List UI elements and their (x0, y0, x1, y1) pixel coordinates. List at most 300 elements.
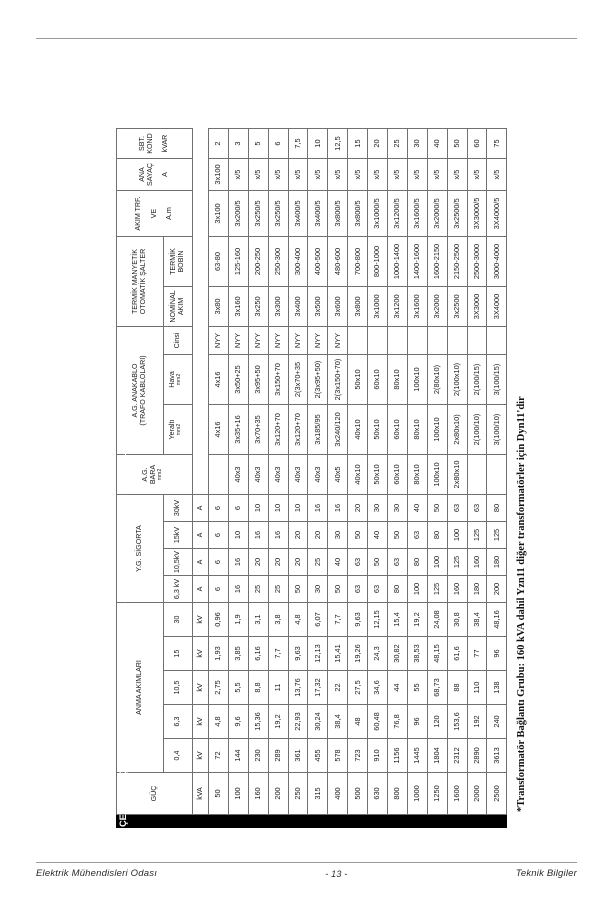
cell-anma-3: 15,41 (328, 637, 348, 671)
cell-sbt-kond: 15 (348, 129, 368, 159)
cell-akim-trf: 3X4000/5 (487, 191, 507, 237)
table-row (209, 129, 229, 815)
cell-anma-1: 240 (487, 705, 507, 739)
table-row (467, 129, 487, 815)
cell-anma-2: 88 (447, 671, 467, 705)
cell-yg-3: 16 (308, 495, 328, 522)
cell-akim-trf: 3x250/5 (248, 191, 268, 237)
cell-kablo-hava: 2(100/15) (467, 355, 487, 405)
cell-anma-4: 48,16 (487, 603, 507, 637)
cell-yg-3: 80 (487, 495, 507, 522)
unit-anma-3: kV (193, 637, 209, 671)
cell-salter-termik: 250-300 (268, 237, 288, 287)
cell-ana-sayac: x/5 (407, 159, 427, 191)
cell-kablo-cinsi (368, 327, 388, 355)
cell-kablo-cinsi: NYY (209, 327, 229, 355)
cell-kablo-hava: 3x50+25 (228, 355, 248, 405)
cell-salter-nominal: 3x1600 (407, 287, 427, 327)
cell-anma-3: 9,63 (288, 637, 308, 671)
cell-kablo-yeralti: 3x185/95 (308, 405, 328, 455)
cell-anma-1: 38,4 (328, 705, 348, 739)
table-note: *Transformatör Bağlantı Grubu: 160 kVA dahil Yzn11 diğer transformatörler için Dyn11'dir (516, 396, 527, 812)
cell-anma-0: 144 (228, 739, 248, 773)
unit-anma-0: kV (193, 739, 209, 773)
cell-yg-2: 16 (268, 522, 288, 549)
cell-anma-4: 38,4 (467, 603, 487, 637)
cell-kablo-cinsi: NYY (328, 327, 348, 355)
cell-kablo-yeralti: 3x35+16 (228, 405, 248, 455)
cell-anma-0: 1156 (388, 739, 408, 773)
cell-anma-1: 15,36 (248, 705, 268, 739)
cell-kablo-cinsi: NYY (268, 327, 288, 355)
cell-ana-sayac: 3x100 (209, 159, 229, 191)
cell-yg-3: 20 (348, 495, 368, 522)
cell-yg-0: 16 (228, 576, 248, 603)
unit-yg-1: A (193, 549, 209, 576)
page-footer (36, 868, 577, 879)
cell-yg-1: 6 (209, 549, 229, 576)
cell-anma-1: 120 (427, 705, 447, 739)
cell-kablo-hava: 2(3x150+70) (328, 355, 348, 405)
cell-guc: 1600 (447, 773, 467, 815)
table-header (117, 129, 209, 815)
cell-kablo-hava: 3x150+70 (268, 355, 288, 405)
table-row (308, 129, 328, 815)
cell-kablo-hava: 60x10 (368, 355, 388, 405)
cell-yg-1: 80 (407, 549, 427, 576)
cell-sbt-kond: 25 (388, 129, 408, 159)
cell-kablo-cinsi (348, 327, 368, 355)
cell-kablo-yeralti: 80x10 (407, 405, 427, 455)
cell-anma-1: 30,24 (308, 705, 328, 739)
cell-yg-0: 25 (268, 576, 288, 603)
subheader-yg-0: 6,3 kV (164, 576, 193, 603)
table-row (368, 129, 388, 815)
cell-anma-0: 72 (209, 739, 229, 773)
cell-akim-trf: 3X3000/5 (467, 191, 487, 237)
cell-kablo-cinsi (447, 327, 467, 355)
subheader-anma-4: 30 (164, 603, 193, 637)
cell-anma-4: 7,7 (328, 603, 348, 637)
cell-sbt-kond: 30 (407, 129, 427, 159)
cell-anma-2: 22 (328, 671, 348, 705)
subheader-anma-3: 15 (164, 637, 193, 671)
cell-yg-0: 100 (407, 576, 427, 603)
cell-salter-nominal: 3x800 (348, 287, 368, 327)
footer-page-number: - 13 - (325, 868, 348, 879)
unit-sbt (193, 129, 209, 159)
cell-anma-4: 0,96 (209, 603, 229, 637)
cell-yg-0: 63 (348, 576, 368, 603)
cell-sbt-kond: 2 (209, 129, 229, 159)
cell-akim-trf: 3x1000/5 (368, 191, 388, 237)
cell-anma-3: 3,85 (228, 637, 248, 671)
unit-kablo-cinsi (193, 327, 209, 355)
cell-anma-0: 1804 (427, 739, 447, 773)
cell-yg-0: 125 (427, 576, 447, 603)
cell-anma-2: 11 (268, 671, 288, 705)
cell-salter-termik: 2150-2500 (447, 237, 467, 287)
cell-anma-4: 15,4 (388, 603, 408, 637)
cell-yg-3: 63 (467, 495, 487, 522)
cell-yg-3: 6 (228, 495, 248, 522)
cell-kablo-cinsi: NYY (288, 327, 308, 355)
cell-kablo-cinsi: NYY (248, 327, 268, 355)
cell-anma-3: 77 (467, 637, 487, 671)
cell-salter-nominal: 3X3000 (467, 287, 487, 327)
cell-yg-0: 63 (368, 576, 388, 603)
cell-guc: 630 (368, 773, 388, 815)
cell-anma-3: 12,13 (308, 637, 328, 671)
cell-yg-1: 20 (248, 549, 268, 576)
cell-yg-0: 160 (447, 576, 467, 603)
cell-yg-2: 125 (467, 522, 487, 549)
cell-akim-trf: 3x2000/5 (427, 191, 447, 237)
cell-ag-bara: 2x80x10 (447, 455, 467, 495)
cell-guc: 250 (288, 773, 308, 815)
cell-akim-trf: 3x250/5 (268, 191, 288, 237)
cell-kablo-yeralti: 60x10 (388, 405, 408, 455)
cell-akim-trf: 3x400/5 (288, 191, 308, 237)
table-row (328, 129, 348, 815)
cell-ana-sayac: x/5 (447, 159, 467, 191)
cell-yg-0: 30 (308, 576, 328, 603)
cell-salter-termik: 2500-3000 (467, 237, 487, 287)
page-footer-rule (36, 862, 577, 863)
cell-anma-0: 1445 (407, 739, 427, 773)
cell-anma-1: 60,48 (368, 705, 388, 739)
cell-yg-1: 125 (447, 549, 467, 576)
cell-kablo-cinsi (388, 327, 408, 355)
cell-kablo-yeralti: 3x120+70 (288, 405, 308, 455)
cell-anma-1: 9,6 (228, 705, 248, 739)
unit-anma-4: kV (193, 603, 209, 637)
cell-anma-1: 19,2 (268, 705, 288, 739)
cell-ana-sayac: x/5 (268, 159, 288, 191)
cell-ana-sayac: x/5 (487, 159, 507, 191)
characteristics-table (116, 128, 507, 815)
cell-salter-nominal: 3x300 (268, 287, 288, 327)
cell-yg-1: 100 (427, 549, 447, 576)
cell-akim-trf: 3x1200/5 (388, 191, 408, 237)
cell-yg-1: 20 (288, 549, 308, 576)
cell-yg-1: 63 (388, 549, 408, 576)
unit-yg-3: A (193, 495, 209, 522)
cell-salter-nominal: 3x1000 (368, 287, 388, 327)
cell-guc: 50 (209, 773, 229, 815)
cell-guc: 1000 (407, 773, 427, 815)
header-ag-bara: A.G. BARA $^{mm2}$ (117, 455, 193, 495)
cell-anma-4: 6,07 (308, 603, 328, 637)
cell-salter-termik: 3000-4000 (487, 237, 507, 287)
cell-sbt-kond: 75 (487, 129, 507, 159)
footer-section: Teknik Bilgiler (515, 868, 577, 879)
cell-kablo-cinsi (407, 327, 427, 355)
cell-guc: 315 (308, 773, 328, 815)
cell-anma-1: 48 (348, 705, 368, 739)
table-body (209, 129, 507, 815)
cell-salter-termik: 1600-2150 (427, 237, 447, 287)
cell-sbt-kond: 5 (248, 129, 268, 159)
cell-sbt-kond: 12,5 (328, 129, 348, 159)
cell-kablo-hava: 3x95+50 (248, 355, 268, 405)
unit-akim-trf (193, 191, 209, 237)
cell-anma-2: 27,5 (348, 671, 368, 705)
cell-anma-3: 19,26 (348, 637, 368, 671)
cell-guc: 100 (228, 773, 248, 815)
cell-anma-3: 30,82 (388, 637, 408, 671)
subheader-anma-1: 6,3 (164, 705, 193, 739)
cell-salter-termik: 1400-1600 (407, 237, 427, 287)
cell-salter-nominal: 3x80 (209, 287, 229, 327)
unit-guc: kVA (193, 773, 209, 815)
cell-salter-termik: 800-1000 (368, 237, 388, 287)
cell-anma-0: 3613 (487, 739, 507, 773)
unit-kablo-yeralti (193, 405, 209, 455)
cell-sbt-kond: 7,5 (288, 129, 308, 159)
unit-ana-sayac (193, 159, 209, 191)
cell-yg-2: 125 (487, 522, 507, 549)
cell-yg-2: 6 (209, 522, 229, 549)
table-row (268, 129, 288, 815)
cell-yg-3: 10 (248, 495, 268, 522)
cell-anma-3: 48,15 (427, 637, 447, 671)
cell-yg-1: 20 (268, 549, 288, 576)
cell-kablo-yeralti: 50x10 (368, 405, 388, 455)
cell-yg-3: 6 (209, 495, 229, 522)
header-guc: GÜÇ (117, 773, 193, 815)
cell-sbt-kond: 3 (228, 129, 248, 159)
subheader-salter-termik: TERMİK BOBİN (164, 237, 193, 287)
cell-yg-1: 16 (228, 549, 248, 576)
cell-ag-bara: 40x5 (328, 455, 348, 495)
cell-anma-0: 361 (288, 739, 308, 773)
cell-salter-termik: 200-250 (248, 237, 268, 287)
header-ag-anakablo: A.G. ANAKABLO (TRAFO KABLOLARI) (117, 327, 164, 455)
cell-sbt-kond: 40 (427, 129, 447, 159)
cell-anma-0: 455 (308, 739, 328, 773)
cell-anma-2: 44 (388, 671, 408, 705)
cell-yg-2: 100 (447, 522, 467, 549)
cell-ag-bara: 40x3 (308, 455, 328, 495)
cell-kablo-hava: 80x10 (388, 355, 408, 405)
cell-anma-1: 96 (407, 705, 427, 739)
cell-anma-2: 68,73 (427, 671, 447, 705)
cell-anma-4: 9,63 (348, 603, 368, 637)
cell-anma-1: 192 (467, 705, 487, 739)
subheader-yg-1: 10,5kV (164, 549, 193, 576)
cell-salter-termik: 400-500 (308, 237, 328, 287)
cell-yg-3: 10 (268, 495, 288, 522)
cell-yg-0: 50 (328, 576, 348, 603)
cell-ana-sayac: x/5 (348, 159, 368, 191)
table-row (248, 129, 268, 815)
footer-organization: Elektrik Mühendisleri Odası (36, 868, 158, 879)
cell-ana-sayac: x/5 (288, 159, 308, 191)
cell-yg-1: 160 (467, 549, 487, 576)
unit-ag-bara (193, 455, 209, 495)
table-row (407, 129, 427, 815)
cell-kablo-cinsi: NYY (308, 327, 328, 355)
cell-anma-4: 12,15 (368, 603, 388, 637)
table-row (388, 129, 408, 815)
cell-kablo-hava: 3(100/15) (487, 355, 507, 405)
cell-akim-trf: 3x100 (209, 191, 229, 237)
cell-kablo-hava: 2(80x10) (427, 355, 447, 405)
cell-anma-2: 34,6 (368, 671, 388, 705)
cell-salter-termik: 480-600 (328, 237, 348, 287)
cell-kablo-yeralti: 2(100/10) (467, 405, 487, 455)
header-yg-sigorta: Y.G. SİGORTA (117, 495, 164, 603)
cell-yg-3: 63 (447, 495, 467, 522)
cell-akim-trf: 3x1600/5 (407, 191, 427, 237)
cell-salter-termik: 63-80 (209, 237, 229, 287)
unit-anma-1: kV (193, 705, 209, 739)
subheader-anma-2: 10,5 (164, 671, 193, 705)
cell-anma-4: 3,8 (268, 603, 288, 637)
cell-ana-sayac: x/5 (388, 159, 408, 191)
cell-yg-2: 30 (328, 522, 348, 549)
cell-yg-3: 10 (288, 495, 308, 522)
cell-kablo-yeralti: 3(100/10) (487, 405, 507, 455)
cell-yg-3: 30 (388, 495, 408, 522)
cell-ana-sayac: x/5 (368, 159, 388, 191)
cell-yg-0: 25 (248, 576, 268, 603)
cell-anma-0: 289 (268, 739, 288, 773)
aluminyum-bara-label (348, 355, 350, 404)
cell-anma-2: 110 (467, 671, 487, 705)
cell-anma-0: 2890 (467, 739, 487, 773)
subheader-kablo-cinsi: Cinsi (164, 327, 193, 355)
cell-yg-2: 40 (368, 522, 388, 549)
cell-akim-trf: 3x800/5 (348, 191, 368, 237)
cell-salter-termik: 300-400 (288, 237, 308, 287)
cell-yg-3: 16 (328, 495, 348, 522)
cell-yg-2: 50 (388, 522, 408, 549)
cell-akim-trf: 3x2500/5 (447, 191, 467, 237)
table-row (487, 129, 507, 815)
cell-kablo-yeralti: 100x10 (427, 405, 447, 455)
cell-guc: 500 (348, 773, 368, 815)
cell-salter-nominal: 3x250 (248, 287, 268, 327)
cell-kablo-yeralti: 3x120+70 (268, 405, 288, 455)
unit-kablo-hava (193, 355, 209, 405)
cell-anma-2: 13,76 (288, 671, 308, 705)
cell-yg-2: 20 (288, 522, 308, 549)
cell-ana-sayac: x/5 (427, 159, 447, 191)
cell-anma-3: 38,53 (407, 637, 427, 671)
cell-salter-termik: 1000-1400 (388, 237, 408, 287)
cell-guc: 400 (328, 773, 348, 815)
bakir-bara-label (348, 455, 350, 494)
table-title: ÇEŞİTLİ GÜÇLERDEKİ TRANSFORMATÖRLERİN A.G SİGORTA ANA KABLO VE ÖLÇÜ KARAKTERİSTİKLERİ (117, 352, 128, 827)
rotated-table-stage (116, 72, 527, 828)
cell-anma-4: 24,08 (427, 603, 447, 637)
cell-akim-trf: 3x800/5 (328, 191, 348, 237)
cell-yg-1: 25 (308, 549, 328, 576)
page-top-rule (36, 38, 577, 39)
cell-salter-nominal: 3x400 (288, 287, 308, 327)
cell-yg-3: 50 (427, 495, 447, 522)
cell-ana-sayac: x/5 (308, 159, 328, 191)
cell-yg-0: 80 (388, 576, 408, 603)
table-row (228, 129, 248, 815)
cell-ag-bara: 40x3 (288, 455, 308, 495)
subheader-yg-2: 15kV (164, 522, 193, 549)
cell-anma-1: 153,6 (447, 705, 467, 739)
cell-yg-0: 50 (288, 576, 308, 603)
table-row (447, 129, 467, 815)
cell-ana-sayac: x/5 (228, 159, 248, 191)
cell-salter-termik: 700-800 (348, 237, 368, 287)
cell-anma-3: 96 (487, 637, 507, 671)
cell-ag-bara: 50x10 (368, 455, 388, 495)
cell-kablo-cinsi (487, 327, 507, 355)
cell-anma-3: 7,7 (268, 637, 288, 671)
cell-kablo-yeralti: 3x240/120 (328, 405, 348, 455)
cell-salter-nominal: 3x600 (328, 287, 348, 327)
cell-salter-nominal: 3X4000 (487, 287, 507, 327)
cell-kablo-hava: 2(100x10) (447, 355, 467, 405)
cell-anma-1: 4,8 (209, 705, 229, 739)
cell-salter-nominal: 3x160 (228, 287, 248, 327)
cell-guc: 800 (388, 773, 408, 815)
subheader-yg-3: 30kV (164, 495, 193, 522)
cell-guc: 2500 (487, 773, 507, 815)
cell-sbt-kond: 6 (268, 129, 288, 159)
cell-kablo-hava: 50x10 (348, 355, 368, 405)
cell-salter-nominal: 3x1200 (388, 287, 408, 327)
table-wrapper (116, 128, 507, 828)
cell-kablo-cinsi (467, 327, 487, 355)
header-termik-salter: TERMİK MANYETİK OTOMATİK ŞALTER (117, 237, 164, 327)
cell-kablo-yeralti: 40x10 (348, 405, 368, 455)
cell-anma-4: 1,9 (228, 603, 248, 637)
cell-ag-bara: 60x10 (388, 455, 408, 495)
cell-ana-sayac: x/5 (467, 159, 487, 191)
cell-anma-4: 30,8 (447, 603, 467, 637)
cell-ag-bara: 80x10 (407, 455, 427, 495)
cell-ag-bara: 40x3 (248, 455, 268, 495)
cell-ag-bara: 100x10 (427, 455, 447, 495)
cell-kablo-yeralti: 3x70+35 (248, 405, 268, 455)
cell-anma-0: 910 (368, 739, 388, 773)
unit-yg-2: A (193, 522, 209, 549)
cell-anma-2: 8,8 (248, 671, 268, 705)
cell-sbt-kond: 20 (368, 129, 388, 159)
cell-yg-2: 80 (427, 522, 447, 549)
cell-yg-0: 180 (467, 576, 487, 603)
cell-kablo-hava: 2(3x70+35 (288, 355, 308, 405)
header-anma-akimlari: ANMA AKIMLARI (117, 603, 164, 773)
cell-yg-3: 30 (368, 495, 388, 522)
cell-akim-trf: 3x400/5 (308, 191, 328, 237)
cell-sbt-kond: 60 (467, 129, 487, 159)
cell-anma-0: 230 (248, 739, 268, 773)
cell-anma-2: 138 (487, 671, 507, 705)
cell-anma-0: 578 (328, 739, 348, 773)
cell-guc: 200 (268, 773, 288, 815)
cell-yg-2: 63 (407, 522, 427, 549)
cell-ag-bara: 40x3 (228, 455, 248, 495)
cell-yg-0: 6 (209, 576, 229, 603)
cell-kablo-yeralti: 2x80x10) (447, 405, 467, 455)
unit-anma-2: kV (193, 671, 209, 705)
cell-anma-4: 19,2 (407, 603, 427, 637)
cell-yg-2: 50 (348, 522, 368, 549)
cell-anma-4: 4,8 (288, 603, 308, 637)
cell-ana-sayac: x/5 (328, 159, 348, 191)
